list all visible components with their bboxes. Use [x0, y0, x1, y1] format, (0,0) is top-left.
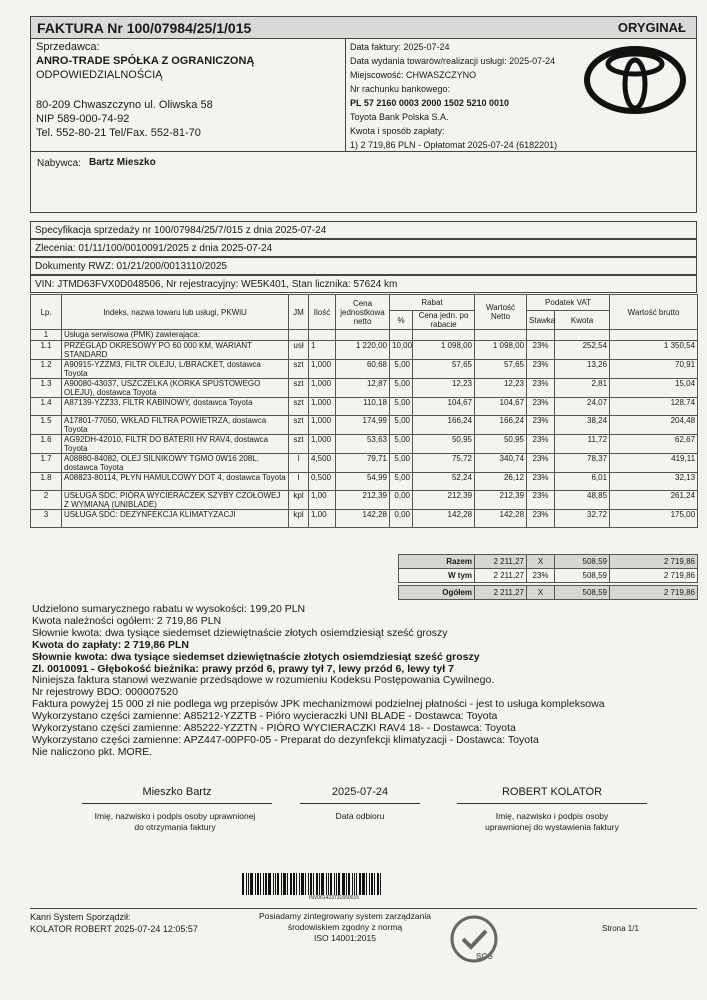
cell-lp: 1.5 — [31, 416, 62, 435]
date-caption: Data odbioru — [335, 811, 385, 821]
cell-rate: 23% — [527, 398, 555, 416]
col-price-after: Cena jedn. po rabacie — [413, 311, 475, 330]
barcode-bar — [330, 873, 332, 895]
cell-net: 142,28 — [475, 510, 527, 528]
cell-gross: 62,67 — [610, 435, 698, 454]
invoice-notes — [32, 604, 605, 759]
barcode-bar — [316, 873, 318, 895]
issuer-sign-line — [457, 803, 647, 804]
cell-rate: 23% — [527, 454, 555, 473]
wtym-vat: 508,59 — [555, 569, 610, 583]
cell-lp: 1.6 — [31, 435, 62, 454]
cell-name: AG92DH-42010, FILTR DO BATERII HV RAV4, dostawca Toyota — [62, 435, 289, 454]
table-row — [31, 379, 698, 398]
col-jm: JM — [289, 295, 309, 330]
cell-pct: 5,00 — [390, 435, 413, 454]
spec-text-1: Specyfikacja sprzedaży nr 100/07984/25/7/015 z dnia 2025-07-24 — [35, 225, 327, 236]
cell-jm: l — [289, 454, 309, 473]
barcode-bar — [293, 873, 295, 895]
cell-name: A90915-YZZM3, FILTR OLEJU, L/BRACKET, dostawca Toyota — [62, 360, 289, 379]
barcode-bar — [273, 873, 274, 895]
cell-qty: 1 — [309, 341, 336, 360]
cell-price: 53,63 — [336, 435, 390, 454]
barcode-bar — [308, 873, 309, 895]
sgs-certification-icon — [446, 913, 502, 969]
cell-net: 340,74 — [475, 454, 527, 473]
cell-jm: szt — [289, 398, 309, 416]
table-row — [31, 491, 698, 510]
cell-price: 60,68 — [336, 360, 390, 379]
footer-iso-1: Posiadamy zintegrowany system zarządzania — [259, 911, 431, 921]
note-total: Kwota należności ogółem: 2 719,86 PLN — [32, 614, 222, 627]
cell-price: 12,87 — [336, 379, 390, 398]
note-part-2: Wykorzystano części zamienne: A85222-YZZTN - PIÓRO WYCIERACZKI RAV4 18- - Dostawca: Toyota — [32, 722, 516, 735]
barcode-bar — [334, 873, 335, 895]
cell-qty: 1,000 — [309, 379, 336, 398]
cell-after: 12,23 — [413, 379, 475, 398]
razem-vat: 508,59 — [555, 555, 610, 569]
cell-lp: 2 — [31, 491, 62, 510]
cell-after: 212,39 — [413, 491, 475, 510]
cell-lp: 1.7 — [31, 454, 62, 473]
receiver-sign-line — [82, 803, 272, 804]
cell-vat: 24,07 — [555, 398, 610, 416]
cell-lp: 3 — [31, 510, 62, 528]
note-bdo: Nr rejestrowy BDO: 000007520 — [32, 686, 178, 699]
cell-vat: 48,85 — [555, 491, 610, 510]
cell-price: 110,18 — [336, 398, 390, 416]
cell-vat: 13,26 — [555, 360, 610, 379]
cell-qty: 1,000 — [309, 416, 336, 435]
sgs-label: SGS — [476, 952, 493, 961]
cell-net: 212,39 — [475, 491, 527, 510]
seller-address: 80-209 Chwaszczyno ul. Oliwska 58 — [36, 99, 213, 111]
barcode-bar — [321, 873, 324, 895]
issuer-caption-2: uprawnionej do wystawienia faktury — [485, 822, 619, 832]
invoice-date: Data faktury: 2025-07-24 — [350, 42, 450, 52]
barcode-bar — [296, 873, 297, 895]
note-words-2: Słownie kwota: dwa tysiące siedemset dziewiętnaście złotych osiemdziesiąt sześć groszy — [32, 650, 480, 663]
cell-pct: 5,00 — [390, 473, 413, 491]
barcode-bar — [287, 873, 288, 895]
cell-rate: 23% — [527, 473, 555, 491]
cell-gross: 70,91 — [610, 360, 698, 379]
totals-ogolem-row — [399, 586, 698, 600]
col-net-value: Wartość Netto — [475, 295, 527, 330]
cell-pct: 5,00 — [390, 454, 413, 473]
cell-price: 142,28 — [336, 510, 390, 528]
receiver-name: Mieszko Bartz — [142, 786, 212, 798]
ogolem-gross: 2 719,86 — [610, 586, 698, 600]
ogolem-vat: 508,59 — [555, 586, 610, 600]
cell-gross: 15,04 — [610, 379, 698, 398]
ogolem-label: Ogółem — [399, 586, 475, 600]
cell-name: USŁUGA SDC: PIÓRA WYCIERACZEK SZYBY CZOŁOWEJ Z WYMIANĄ (UNIBLADE) — [62, 491, 289, 510]
note-discount: Udzielono sumarycznego rabatu w wysokości: 199,20 PLN — [32, 603, 306, 615]
cell-lp: 1.3 — [31, 379, 62, 398]
barcode-bar — [338, 873, 340, 895]
barcode-bar — [301, 873, 304, 895]
cell-vat: 2,81 — [555, 379, 610, 398]
cell-name: A17801-77050, WKŁAD FILTRA POWIETRZA, dostawca Toyota — [62, 416, 289, 435]
table-row — [31, 454, 698, 473]
cell-pct: 5,00 — [390, 416, 413, 435]
note-jpk: Faktura powyżej 15 000 zł nie podlega wg przepisów JPK mechanizmowi podzielnej płatności - jest to usługa kompleksowa — [32, 698, 605, 711]
barcode-bar — [369, 873, 370, 895]
cell-net: 50,95 — [475, 435, 527, 454]
cell-qty: 1,00 — [309, 491, 336, 510]
footer-iso — [250, 911, 440, 944]
seller-phone: Tel. 552-80-21 Tel/Fax. 552-81-70 — [36, 127, 201, 139]
note-tread: Zl. 0010091 - Głębokość bieżnika: prawy przód 6, prawy tył 7, lewy przód 6, lewy tył 7 — [32, 662, 454, 675]
barcode-bar — [354, 873, 355, 895]
table-row — [31, 341, 698, 360]
col-discount-pct: % — [390, 311, 413, 330]
cell-lp: 1.8 — [31, 473, 62, 491]
barcode-bar — [246, 873, 247, 895]
col-vat: Podatek VAT — [527, 295, 610, 311]
receiver-caption-1: Imię, nazwisko i podpis osoby uprawnionej — [94, 811, 256, 821]
buyer-label: Nabywca: — [37, 158, 81, 169]
cell-rate: 23% — [527, 360, 555, 379]
cell-jm: szt — [289, 435, 309, 454]
totals-table — [398, 554, 698, 583]
footer-iso-3: ISO 14001:2015 — [314, 933, 376, 943]
seller-box — [30, 38, 346, 152]
cell-after: 104,67 — [413, 398, 475, 416]
barcode-bar — [319, 873, 320, 895]
col-net-price: Cena jednostkowa netto — [336, 295, 390, 330]
footer-divider — [30, 908, 697, 909]
cell-pct: 5,00 — [390, 398, 413, 416]
cell-gross: 419,11 — [610, 454, 698, 473]
barcode-bar — [305, 873, 306, 895]
cell-after: 142,28 — [413, 510, 475, 528]
bank-account: PL 57 2160 0003 2000 1502 5210 0010 — [350, 98, 509, 108]
barcode-bar — [265, 873, 267, 895]
cell-gross: 1 350,54 — [610, 341, 698, 360]
barcode-bar — [328, 873, 329, 895]
cell-net: 1 098,00 — [475, 341, 527, 360]
cell-gross: 204,48 — [610, 416, 698, 435]
razem-label: Razem — [399, 555, 475, 569]
barcode-bar — [374, 873, 375, 895]
cell-vat: 252,54 — [555, 341, 610, 360]
cell-vat: 38,24 — [555, 416, 610, 435]
cell-vat: 78,37 — [555, 454, 610, 473]
cell-name: A08880-84082, OLEJ SILNIKOWY TGMO 0W16 208L, dostawca Toyota — [62, 454, 289, 473]
totals-razem-row — [399, 555, 698, 569]
table-header-row — [31, 295, 698, 311]
cell-rate: 23% — [527, 416, 555, 435]
invoice-place: Miejscowość: CHWASZCZYNO — [350, 70, 477, 80]
cell-name: A87139-YZZ33, FILTR KABINOWY, dostawca Toyota — [62, 398, 289, 416]
invoice-title-bar — [30, 16, 697, 39]
table-body — [31, 341, 698, 528]
spec-line-1 — [30, 221, 697, 239]
cell-name: A08823-80114, PŁYN HAMULCOWY DOT 4, dostawca Toyota — [62, 473, 289, 491]
barcode-bar — [380, 873, 381, 895]
barcode-bar — [255, 873, 256, 895]
buyer-box — [30, 151, 697, 213]
barcode-bar — [290, 873, 292, 895]
cell-jm: szt — [289, 379, 309, 398]
cell-rate: 23% — [527, 510, 555, 528]
seller-label: Sprzedawca: — [36, 41, 100, 53]
spec-text-3: Dokumenty RWZ: 01/21/200/0013110/2025 — [35, 261, 227, 272]
cell-vat: 32,72 — [555, 510, 610, 528]
barcode-bar — [275, 873, 276, 895]
barcode-bar — [248, 873, 249, 895]
barcode-bar — [268, 873, 271, 895]
barcode-bar — [342, 873, 345, 895]
group-lp: 1 — [31, 330, 62, 341]
issuer-name: ROBERT KOLATOR — [501, 786, 603, 798]
cell-after: 75,72 — [413, 454, 475, 473]
table-row — [31, 398, 698, 416]
table-group-row — [31, 330, 698, 341]
barcode-bar — [366, 873, 367, 895]
table-row — [31, 416, 698, 435]
cell-qty: 1,000 — [309, 398, 336, 416]
table-row — [31, 510, 698, 528]
barcode-bar — [326, 873, 327, 895]
cell-jm: szt — [289, 416, 309, 435]
issuer-caption-1: Imię, nazwisko i podpis osoby — [495, 811, 609, 821]
note-more: Nie naliczono pkt. MORE. — [32, 745, 153, 758]
toyota-logo-icon — [582, 45, 688, 115]
razem-gross: 2 719,86 — [610, 555, 698, 569]
cell-net: 12,23 — [475, 379, 527, 398]
barcode-bar — [260, 873, 261, 895]
invoice-info-box — [345, 38, 697, 152]
barcode-bar — [281, 873, 282, 895]
barcode-bar — [299, 873, 300, 895]
cell-price: 79,71 — [336, 454, 390, 473]
footer-iso-2: środowiskiem zgodny z normą — [287, 922, 403, 932]
cell-net: 26,12 — [475, 473, 527, 491]
cell-rate: 23% — [527, 491, 555, 510]
totals-wtym-row — [399, 569, 698, 583]
page-number: Strona 1/1 — [602, 924, 639, 933]
seller-nip: NIP 589-000-74-92 — [36, 113, 130, 125]
cell-pct: 5,00 — [390, 379, 413, 398]
bank-name: Toyota Bank Polska S.A. — [350, 112, 449, 122]
cell-price: 1 220,00 — [336, 341, 390, 360]
cell-after: 1 098,00 — [413, 341, 475, 360]
cell-qty: 1,000 — [309, 435, 336, 454]
note-part-1: Wykorzystano części zamienne: A85212-YZZTB - Pióro wycieraczki UNI BLADE - Dostawca: Toyota — [32, 710, 498, 723]
cell-vat: 11,72 — [555, 435, 610, 454]
cell-net: 166,24 — [475, 416, 527, 435]
cell-lp: 1.4 — [31, 398, 62, 416]
cell-after: 50,95 — [413, 435, 475, 454]
cell-vat: 6,01 — [555, 473, 610, 491]
spec-text-2: Zlecenia: 01/11/100/0010091/2025 z dnia 2025-07-24 — [35, 243, 273, 254]
note-legal: Niniejsza faktura stanowi wezwanie przedsądowe w rozumieniu Kodeksu Postępowania Cywilnego. — [32, 674, 495, 687]
barcode-bar — [356, 873, 357, 895]
spec-line-4 — [30, 275, 697, 293]
wtym-label: W tym — [399, 569, 475, 583]
seller-name-2: ODPOWIEDZIALNOŚCIĄ — [36, 69, 163, 81]
items-table — [30, 294, 698, 528]
cell-pct: 0,00 — [390, 491, 413, 510]
barcode-bar — [313, 873, 314, 895]
cell-name: A90080-43037, USZCZELKA (KORKA SPUSTOWEGO OLEJU), dostawca Toyota — [62, 379, 289, 398]
wtym-gross: 2 719,86 — [610, 569, 698, 583]
ogolem-rate: X — [527, 586, 555, 600]
cell-jm: l — [289, 473, 309, 491]
cell-pct: 5,00 — [390, 360, 413, 379]
col-vat-rate: Stawka — [527, 311, 555, 330]
barcode-bar — [346, 873, 347, 895]
barcode-bar — [352, 873, 353, 895]
cell-lp: 1.1 — [31, 341, 62, 360]
footer-left — [30, 911, 198, 935]
table-row — [31, 360, 698, 379]
barcode-bar — [263, 873, 264, 895]
spec-line-2 — [30, 239, 697, 257]
wtym-rate: 23% — [527, 569, 555, 583]
table-row — [31, 435, 698, 454]
issuer-caption — [447, 811, 657, 833]
col-lp: Lp. — [31, 295, 62, 330]
col-vat-amount: Kwota — [555, 311, 610, 330]
cell-gross: 32,13 — [610, 473, 698, 491]
cell-rate: 23% — [527, 435, 555, 454]
barcode-bar — [359, 873, 361, 895]
cell-qty: 4,500 — [309, 454, 336, 473]
spec-text-4: VIN: JTMD63FVX0D048506, Nr rejestracyjny: WE5K401, Stan licznika: 57624 km — [35, 279, 398, 290]
cell-price: 54,99 — [336, 473, 390, 491]
col-name: Indeks, nazwa towaru lub usługi, PKWiU — [62, 295, 289, 330]
barcode-bar — [310, 873, 312, 895]
cell-qty: 1,00 — [309, 510, 336, 528]
receive-date: 2025-07-24 — [331, 786, 389, 798]
buyer-name: Bartz Mieszko — [89, 157, 156, 168]
cell-jm: kpl — [289, 491, 309, 510]
cell-pct: 0,00 — [390, 510, 413, 528]
cell-gross: 175,00 — [610, 510, 698, 528]
cell-after: 52,24 — [413, 473, 475, 491]
barcode-bar — [371, 873, 373, 895]
barcode-bar — [257, 873, 259, 895]
ogolem-net: 2 211,27 — [475, 586, 527, 600]
razem-net: 2 211,27 — [475, 555, 527, 569]
receiver-caption — [70, 811, 280, 833]
delivery-date: Data wydania towarów/realizacji usługi: 2025-07-24 — [350, 56, 556, 66]
seller-name-1: ANRO-TRADE SPÓŁKA Z OGRANICZONĄ — [36, 55, 255, 67]
payment-label: Kwota i sposób zapłaty: — [350, 126, 445, 136]
col-gross: Wartość brutto — [610, 295, 698, 330]
cell-gross: 261,24 — [610, 491, 698, 510]
cell-jm: kpl — [289, 510, 309, 528]
barcode-bar — [377, 873, 379, 895]
razem-rate: X — [527, 555, 555, 569]
bank-label: Nr rachunku bankowego: — [350, 84, 451, 94]
cell-name: PRZEGLĄD OKRESOWY PO 60 000 KM, WARIANT STANDARD — [62, 341, 289, 360]
cell-jm: szt — [289, 360, 309, 379]
barcode-bar — [348, 873, 350, 895]
note-words-1: Słownie kwota: dwa tysiące siedemset dziewiętnaście złotych osiemdziesiąt sześć groszy — [32, 626, 448, 639]
barcode-bar — [362, 873, 365, 895]
barcode-bar — [283, 873, 286, 895]
note-to-pay: Kwota do zapłaty: 2 719,86 PLN — [32, 638, 189, 651]
footer-system: Kanri System Sporządził: — [30, 912, 131, 922]
totals-ogolem-table — [398, 585, 698, 600]
cell-gross: 128,74 — [610, 398, 698, 416]
cell-after: 57,65 — [413, 360, 475, 379]
invoice-title: FAKTURA Nr 100/07984/25/1/015 — [37, 20, 252, 36]
barcode-bar — [250, 873, 253, 895]
footer-author: KOLATOR ROBERT 2025-07-24 12:05:57 — [30, 924, 198, 934]
barcode-bar — [336, 873, 337, 895]
note-part-3: Wykorzystano części zamienne: APZ447-00PF0-05 - Preparat do dezynfekcji klimatyzacji - Dostawca: Toyota — [32, 733, 539, 746]
table-row — [31, 473, 698, 491]
barcode-bar — [242, 873, 244, 895]
date-line — [300, 803, 420, 804]
barcode-bar — [277, 873, 279, 895]
wtym-net: 2 211,27 — [475, 569, 527, 583]
cell-qty: 1,000 — [309, 360, 336, 379]
original-label: ORYGINAŁ — [617, 20, 686, 35]
cell-net: 104,67 — [475, 398, 527, 416]
cell-name: USŁUGA SDC: DEZYNFEKCJA KLIMATYZACJI — [62, 510, 289, 528]
cell-price: 174,99 — [336, 416, 390, 435]
cell-qty: 0,500 — [309, 473, 336, 491]
cell-pct: 10,00 — [390, 341, 413, 360]
barcode-text: INV061423731650015 — [308, 895, 360, 901]
cell-lp: 1.2 — [31, 360, 62, 379]
cell-rate: 23% — [527, 341, 555, 360]
cell-rate: 23% — [527, 379, 555, 398]
barcode — [242, 873, 426, 895]
cell-price: 212,39 — [336, 491, 390, 510]
spec-line-3 — [30, 257, 697, 275]
col-discount: Rabat — [390, 295, 475, 311]
cell-after: 166,24 — [413, 416, 475, 435]
cell-net: 57,65 — [475, 360, 527, 379]
payment-value: 1) 2 719,86 PLN - Opłatomat 2025-07-24 (6182201) — [350, 140, 558, 150]
group-name: Usługa serwisowa (PMK) zawierająca: — [62, 330, 289, 341]
cell-jm: usł — [289, 341, 309, 360]
col-qty: Ilość — [309, 295, 336, 330]
receiver-caption-2: do otrzymania faktury — [134, 822, 216, 832]
